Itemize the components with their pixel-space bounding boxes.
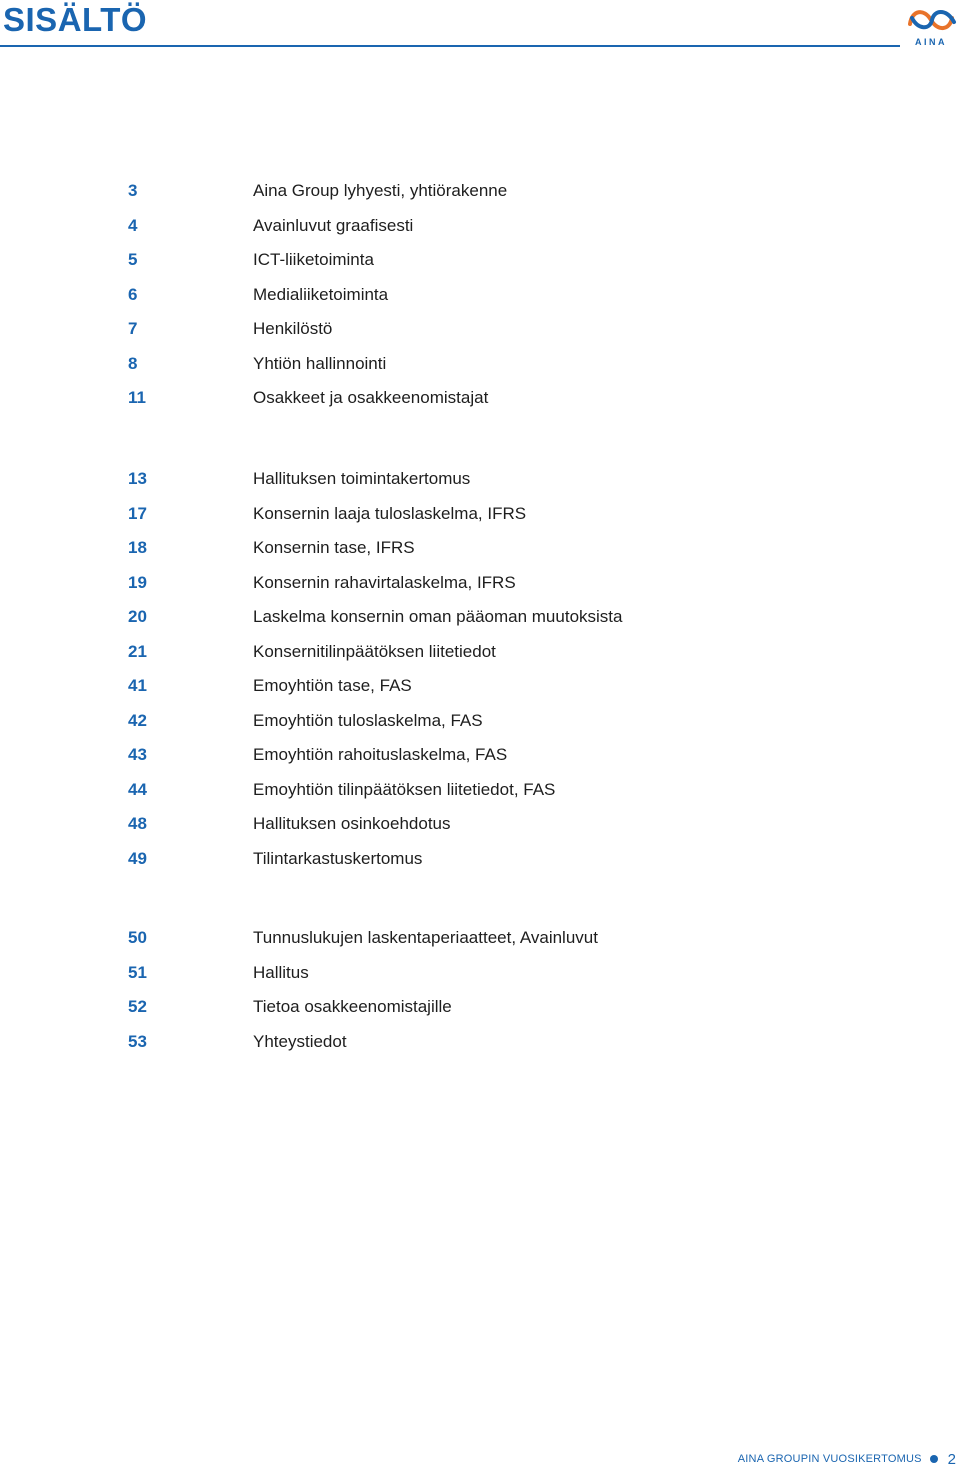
toc-entry-label: Tilintarkastuskertomus (253, 848, 423, 868)
logo-wordmark: AINA (915, 37, 947, 47)
toc-entry-label: Hallitus (253, 962, 309, 982)
toc-page-number: 52 (128, 997, 147, 1016)
toc-page-number: 42 (128, 710, 147, 730)
toc-entry[interactable] (0, 573, 900, 607)
toc-entry[interactable] (0, 642, 900, 676)
toc-entry[interactable] (0, 285, 900, 319)
toc-entry[interactable] (0, 181, 900, 215)
toc-page-number: 43 (128, 745, 147, 764)
page-footer (738, 1449, 956, 1469)
toc-entry[interactable] (0, 849, 900, 883)
toc-entry-label: Konsernin rahavirtalaskelma, IFRS (253, 572, 516, 592)
toc-page-number: 3 (128, 181, 138, 200)
toc-entry-label: Laskelma konsernin oman pääoman muutoksista (253, 607, 623, 626)
toc-entry[interactable] (0, 745, 900, 779)
title-divider (0, 45, 900, 47)
toc-page-number: 50 (128, 928, 147, 947)
toc-page-number: 20 (128, 607, 147, 626)
toc-entry-label: Emoyhtiön tuloslaskelma, FAS (253, 710, 483, 730)
toc-entry-label: Hallituksen toimintakertomus (253, 469, 471, 488)
footer-bullet (930, 1455, 938, 1463)
toc-entry-label: Konsernitilinpäätöksen liitetiedot (253, 641, 496, 661)
toc-entry[interactable] (0, 388, 900, 422)
toc-entry-label: ICT-liiketoiminta (253, 250, 374, 269)
toc-entry[interactable] (0, 997, 900, 1031)
toc-entry[interactable] (0, 607, 900, 641)
toc-entry-label: Tietoa osakkeenomistajille (253, 997, 452, 1016)
toc-entry-label: Yhteystiedot (253, 1031, 347, 1051)
toc-entry-label: Tunnuslukujen laskentaperiaatteet, Avainluvut (253, 928, 598, 947)
toc-entry-label: Aina Group lyhyesti, yhtiörakenne (253, 181, 508, 200)
toc-page-number: 18 (128, 538, 147, 557)
toc-page-number: 41 (128, 676, 147, 695)
toc-entry-label: Emoyhtiön tilinpäätöksen liitetiedot, FAS (253, 779, 556, 799)
toc-entry[interactable] (0, 216, 900, 250)
toc-entry[interactable] (0, 469, 900, 503)
page-title: SISÄLTÖ (3, 1, 148, 38)
toc-entry-label: Konsernin laaja tuloslaskelma, IFRS (253, 503, 527, 523)
toc-page-number: 21 (128, 641, 147, 661)
toc-entry[interactable] (0, 319, 900, 353)
toc-entry[interactable] (0, 780, 900, 814)
toc-entry[interactable] (0, 354, 900, 388)
toc-page-number: 44 (128, 779, 147, 799)
toc-page-number: 13 (128, 469, 147, 488)
toc-page-number: 19 (128, 572, 147, 592)
toc-entry-label: Medialiiketoiminta (253, 284, 389, 304)
toc-entry-label: Emoyhtiön rahoituslaskelma, FAS (253, 745, 508, 764)
toc-entry[interactable] (0, 538, 900, 572)
toc-page-number: 6 (128, 284, 138, 304)
toc-entry[interactable] (0, 1032, 900, 1066)
toc-entry[interactable] (0, 250, 900, 284)
aina-logo-icon (904, 4, 958, 38)
toc-entry[interactable] (0, 928, 900, 962)
toc-page-number: 51 (128, 962, 147, 982)
toc-entry[interactable] (0, 504, 900, 538)
footer-title: AINA GROUPIN VUOSIKERTOMUS (737, 1453, 922, 1465)
toc-entry-label: Konsernin tase, IFRS (253, 538, 415, 557)
toc-page-number: 7 (128, 319, 138, 338)
toc-entry[interactable] (0, 711, 900, 745)
toc-page-number: 5 (128, 250, 138, 269)
toc-page-number: 48 (128, 814, 147, 833)
toc-entry[interactable] (0, 963, 900, 997)
toc-page-number: 53 (128, 1031, 147, 1051)
toc-entry-label: Osakkeet ja osakkeenomistajat (253, 388, 489, 407)
toc-entry-label: Hallituksen osinkoehdotus (253, 814, 451, 833)
toc-page-number: 49 (128, 848, 147, 868)
toc-entry-label: Yhtiön hallinnointi (253, 353, 387, 373)
toc-entry-label: Henkilöstö (253, 319, 333, 338)
toc-entry-label: Avainluvut graafisesti (253, 215, 414, 235)
toc-page-number: 8 (128, 353, 138, 373)
toc-entry[interactable] (0, 676, 900, 710)
toc-page-number: 11 (128, 388, 146, 407)
aina-logo (904, 4, 958, 48)
toc-page-number: 17 (128, 503, 147, 523)
toc-entry-label: Emoyhtiön tase, FAS (253, 676, 412, 695)
page-number: 2 (947, 1450, 956, 1468)
toc-entry[interactable] (0, 814, 900, 848)
toc-page-number: 4 (128, 215, 138, 235)
